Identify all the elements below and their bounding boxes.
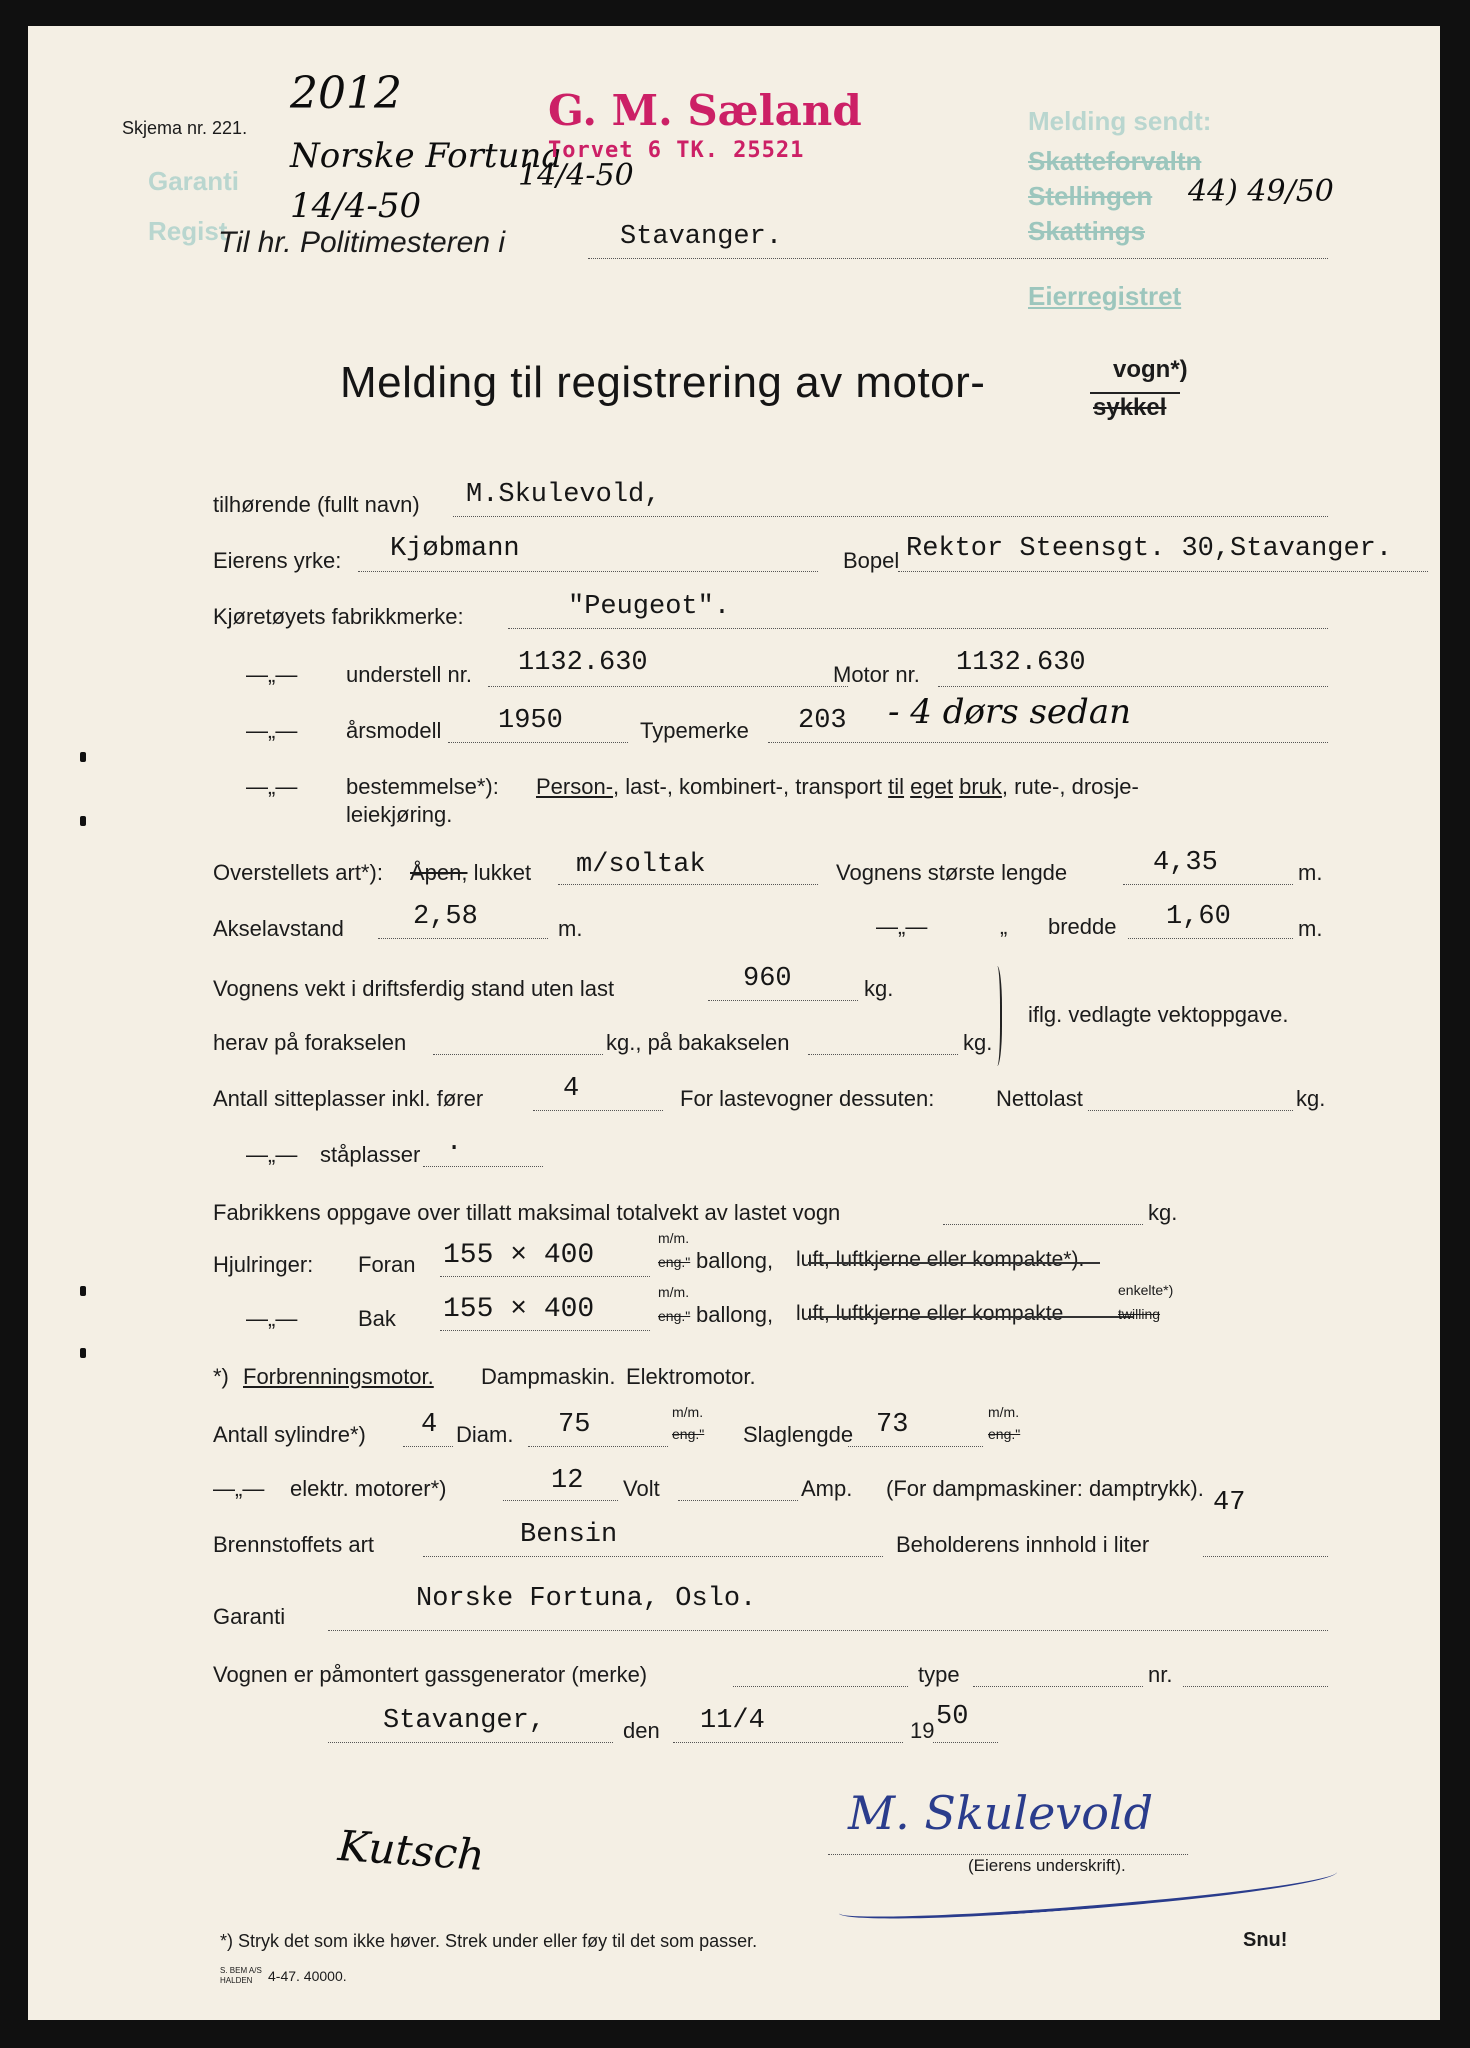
ditto-mark: —„— <box>246 1306 298 1331</box>
purpose-rest: , last-, kombinert-, transport <box>613 774 883 799</box>
front-label: Foran <box>358 1252 416 1277</box>
wheelbase-value: 2,58 <box>413 902 478 932</box>
ghost-text: Skattings <box>1028 216 1146 246</box>
owner-value: M.Skulevold, <box>466 480 661 510</box>
purpose-end: , rute-, drosje- <box>1001 774 1139 799</box>
ditto-quote: „ <box>1000 914 1008 939</box>
length-label: Vognens største lengde <box>836 860 1068 885</box>
residence-label: Bopel <box>843 548 900 573</box>
unit-m: m. <box>1298 916 1323 941</box>
seats-value: 4 <box>563 1074 580 1104</box>
owner-signature: M. Skulevold <box>848 1786 1154 1840</box>
length-value: 4,35 <box>1153 848 1218 878</box>
seats-label: Antall sitteplasser inkl. fører <box>213 1086 484 1111</box>
initials-signature: Kutsch <box>336 1820 487 1881</box>
weight-value: 960 <box>743 964 792 994</box>
purpose-bruk: bruk <box>959 774 1002 799</box>
eng-unit: eng." <box>658 1308 691 1324</box>
make-value: "Peugeot". <box>568 592 731 622</box>
purpose-line2: leiekjøring. <box>346 802 453 827</box>
standing-value: . <box>446 1128 463 1158</box>
dealer-stamp: G. M. Sæland <box>548 86 862 135</box>
ditto-mark: —„— <box>246 1142 298 1167</box>
gas-type-label: type <box>918 1662 960 1687</box>
eng-unit: eng." <box>988 1426 1021 1442</box>
ghost-text: Eierregistret <box>1028 281 1182 311</box>
ditto-mark: —„— <box>246 774 298 799</box>
ditto-mark: —„— <box>876 914 928 939</box>
truck-label: For lastevogner dessuten: <box>680 1086 935 1111</box>
volt-label: Volt <box>623 1476 660 1501</box>
standing-label: ståplasser <box>320 1142 421 1167</box>
page-title: Melding til registrering av motor- <box>340 358 986 407</box>
rear-axle-label: kg., på bakakselen <box>606 1030 790 1055</box>
steam-note: (For dampmaskiner: damptrykk). <box>886 1476 1204 1501</box>
gas-nr-label: nr. <box>1148 1662 1173 1687</box>
type-handwritten: - 4 dørs sedan <box>888 692 1131 732</box>
recipient-label: Til hr. Politimesteren i <box>218 226 506 259</box>
print-info: 4-47. 40000. <box>268 1968 347 1984</box>
owner-caption: (Eierens underskrift). <box>968 1856 1126 1875</box>
residence-value: Rektor Steensgt. 30,Stavanger. <box>906 534 1393 564</box>
diam-value: 75 <box>558 1410 591 1440</box>
max-weight-label: Fabrikkens oppgave over tillatt maksimal totalvekt av lastet vogn <box>213 1200 841 1225</box>
cylinders-label: Antall sylindre*) <box>213 1422 366 1447</box>
wheel-types-rear: luft, luftkjerne eller kompakte <box>796 1302 1064 1325</box>
punch-hole <box>80 1286 86 1296</box>
engine-combustion: Forbrenningsmotor. <box>243 1364 434 1389</box>
recipient-city: Stavanger. <box>620 222 783 252</box>
handwritten-date: 14/4-50 <box>290 186 422 226</box>
type-label: Typemerke <box>640 718 749 743</box>
body-value <box>410 860 531 886</box>
width-value: 1,60 <box>1166 902 1231 932</box>
ghost-text: Stellingen <box>1028 181 1153 211</box>
punch-hole <box>80 1348 86 1358</box>
balloon-label: ballong, <box>696 1302 774 1327</box>
chassis-value: 1132.630 <box>518 648 648 678</box>
cylinders-value: 4 <box>421 1410 438 1440</box>
ditto-mark: —„— <box>246 718 298 743</box>
body-label: Overstellets art*): <box>213 860 383 885</box>
tank-label: Beholderens innhold i liter <box>896 1532 1150 1557</box>
tank-value: 47 <box>1213 1488 1246 1518</box>
year-label: årsmodell <box>346 718 442 743</box>
purpose-label: bestemmelse*): <box>346 774 499 799</box>
occupation-label: Eierens yrke: <box>213 548 342 573</box>
footnote-marker: *) <box>213 1364 229 1389</box>
body-typed: m/soltak <box>576 850 706 880</box>
ghost-text: Garanti <box>148 166 240 196</box>
punch-hole <box>80 816 86 826</box>
ghost-text: Melding sendt: <box>1028 106 1212 136</box>
form-number: Skjema nr. 221. <box>122 118 248 138</box>
purpose-text <box>536 774 1139 800</box>
wheelbase-label: Akselavstand <box>213 916 344 941</box>
front-axle-label: herav på forakselen <box>213 1030 407 1055</box>
engine-electric: Elektromotor. <box>626 1364 756 1389</box>
make-label: Kjøretøyets fabrikkmerke: <box>213 604 464 629</box>
year-suffix: 50 <box>936 1702 969 1732</box>
eng-unit: eng." <box>658 1254 691 1270</box>
year-value: 1950 <box>498 706 563 736</box>
dealer-stamp-address: Torvet 6 TK. 25521 <box>548 138 805 163</box>
mm-unit: m/m. <box>658 1230 690 1246</box>
type-value: 203 <box>798 706 847 736</box>
turn-over-label: Snu! <box>1243 1929 1288 1951</box>
owner-label: tilhørende (fullt navn) <box>213 492 420 517</box>
ghost-text: Regist <box>148 216 228 246</box>
unit-kg: kg. <box>1296 1086 1326 1111</box>
unit-kg: kg. <box>1148 1200 1178 1225</box>
mm-unit: m/m. <box>658 1284 690 1300</box>
unit-kg: kg. <box>864 976 894 1001</box>
unit-kg: kg. <box>963 1030 993 1055</box>
diam-label: Diam. <box>456 1422 514 1447</box>
printer-city: HALDEN <box>220 1976 253 1985</box>
signature-date: 11/4 <box>700 1706 765 1736</box>
guarantee-value: Norske Fortuna, Oslo. <box>416 1584 757 1614</box>
punch-hole <box>80 752 86 762</box>
balloon-label: ballong, <box>696 1248 774 1273</box>
unit-m: m. <box>558 916 583 941</box>
handwritten-date: 14/4-50 <box>518 158 634 193</box>
form-sheet <box>28 26 1440 2020</box>
footer-note: *) Stryk det som ikke høver. Strek under eller føy til det som passer. <box>220 1931 758 1951</box>
twilling-option: twilling <box>1118 1306 1161 1322</box>
purpose-til: til <box>888 774 905 799</box>
den-label: den <box>623 1718 660 1743</box>
fuel-label: Brennstoffets art <box>213 1532 375 1557</box>
handwritten-company: Norske Fortuna <box>290 136 562 176</box>
ghost-text: Skatteforvaltn <box>1028 146 1202 176</box>
unit-m: m. <box>1298 860 1323 885</box>
engine-steam: Dampmaskin. <box>481 1364 616 1389</box>
body-struck: Åpen, <box>410 860 468 885</box>
weight-label: Vognens vekt i driftsferdig stand uten last <box>213 976 615 1001</box>
printer-name: S. BEM A/S <box>220 1966 262 1975</box>
fuel-value: Bensin <box>520 1520 618 1550</box>
handwritten-note: 44) 49/50 <box>1188 174 1334 209</box>
amp-label: Amp. <box>801 1476 853 1501</box>
motor-label: Motor nr. <box>833 662 920 687</box>
stroke-value: 73 <box>876 1410 909 1440</box>
wheel-types-front: luft, luftkjerne eller kompakte*). <box>796 1248 1085 1271</box>
volt-value: 12 <box>551 1466 584 1496</box>
signature-place: Stavanger, <box>383 1706 546 1736</box>
eng-unit: eng." <box>672 1426 705 1442</box>
mm-unit: m/m. <box>672 1404 704 1420</box>
purpose-eget: eget <box>910 774 953 799</box>
net-label: Nettolast <box>996 1086 1083 1111</box>
front-value: 155 × 400 <box>443 1240 595 1271</box>
chassis-label: understell nr. <box>346 662 472 687</box>
year-prefix: 19 <box>910 1718 935 1743</box>
body-lukket: lukket <box>473 860 532 885</box>
mm-unit: m/m. <box>988 1404 1020 1420</box>
occupation-value: Kjøbmann <box>390 534 520 564</box>
stroke-label: Slaglengde <box>743 1422 854 1447</box>
wheels-label: Hjulringer: <box>213 1252 314 1277</box>
motor-value: 1132.630 <box>956 648 1086 678</box>
width-label: bredde <box>1048 914 1117 939</box>
rear-label: Bak <box>358 1306 396 1331</box>
ditto-mark: —„— <box>246 662 298 687</box>
gas-label: Vognen er påmontert gassgenerator (merke) <box>213 1662 648 1687</box>
electric-label: elektr. motorer*) <box>290 1476 447 1501</box>
ditto-mark: —„— <box>213 1476 265 1501</box>
guarantee-label: Garanti <box>213 1604 286 1629</box>
purpose-person: Person- <box>536 774 614 799</box>
handwritten-number: 2012 <box>290 68 402 119</box>
rear-value: 155 × 400 <box>443 1294 595 1325</box>
title-vogn: vogn*) <box>1113 356 1188 383</box>
title-sykkel: sykkel <box>1093 394 1167 421</box>
weight-note: iflg. vedlagte vektoppgave. <box>1028 1002 1289 1027</box>
enkelte-option: enkelte*) <box>1118 1282 1174 1298</box>
